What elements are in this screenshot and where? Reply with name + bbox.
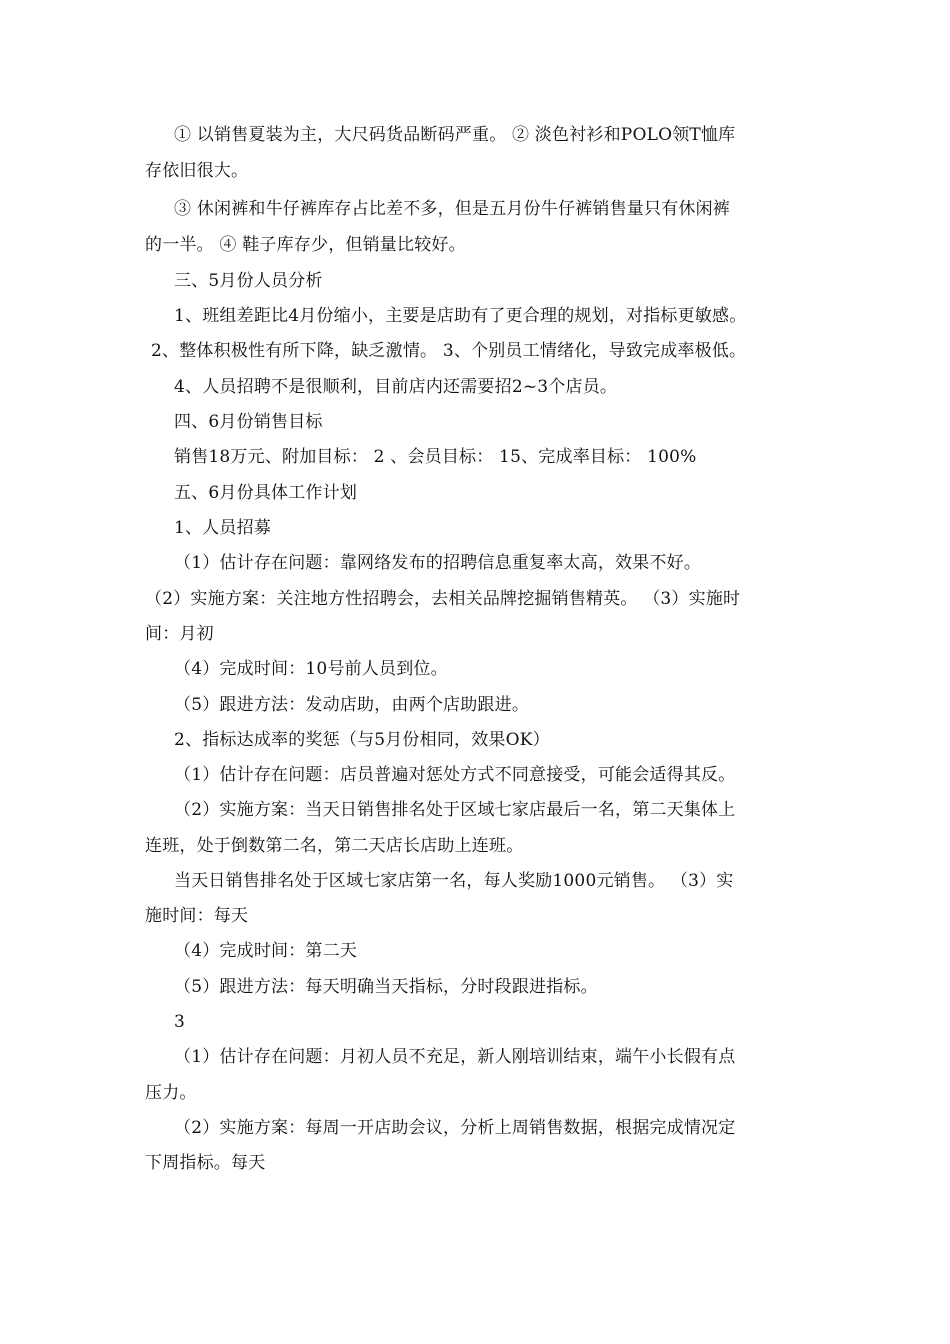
text-line: 存依旧很大。 xyxy=(145,161,249,181)
subsection-heading: 1、人员招募 xyxy=(174,518,272,538)
text-line: 4、人员招聘不是很顺利，目前店内还需要招2~3个店员。 xyxy=(174,377,618,397)
section-heading: 五、6月份具体工作计划 xyxy=(174,483,358,503)
text-line: （5）跟进方法：发动店助，由两个店助跟进。 xyxy=(174,695,530,715)
text-line: 当天日销售排名处于区域七家店第一名，每人奖励1000元销售。 （3）实 xyxy=(174,871,734,891)
text-line: （2）实施方案：当天日销售排名处于区域七家店最后一名，第二天集体上 xyxy=(174,800,736,820)
subsection-heading: 2、指标达成率的奖惩（与5月份相同，效果OK） xyxy=(174,730,550,750)
text-line: （2）实施方案：关注地方性招聘会，去相关品牌挖掘销售精英。 （3）实施时 xyxy=(145,589,741,609)
text-line: （5）跟进方法：每天明确当天指标，分时段跟进指标。 xyxy=(174,977,598,997)
text-line: ① 以销售夏装为主，大尺码货品断码严重。 ② 淡色衬衫和POLO领T恤库 xyxy=(174,125,736,145)
text-line: 下周指标。每天 xyxy=(145,1153,266,1173)
text-line: （1）估计存在问题：月初人员不充足，新人刚培训结束，端午小长假有点 xyxy=(174,1047,736,1067)
text-line: 的一半。 ④ 鞋子库存少，但销量比较好。 xyxy=(145,235,466,255)
text-line: （4）完成时间：10号前人员到位。 xyxy=(174,659,448,679)
text-line: 2、整体积极性有所下降，缺乏激情。 3、个别员工情绪化，导致完成率极低。 xyxy=(151,341,747,361)
text-line: 销售18万元、附加目标： 2 、会员目标： 15、完成率目标： 100% xyxy=(174,447,697,467)
text-line: 间：月初 xyxy=(145,624,214,644)
text-line: 压力。 xyxy=(145,1083,197,1103)
text-line: （1）估计存在问题：店员普遍对惩处方式不同意接受，可能会适得其反。 xyxy=(174,765,736,785)
text-line: 1、班组差距比4月份缩小，主要是店助有了更合理的规划，对指标更敏感。 xyxy=(174,306,747,326)
text-line: （4）完成时间：第二天 xyxy=(174,941,358,961)
subsection-heading: 3 xyxy=(174,1012,186,1032)
text-line: （2）实施方案：每周一开店助会议，分析上周销售数据，根据完成情况定 xyxy=(174,1118,736,1138)
text-line: 连班，处于倒数第二名，第二天店长店助上连班。 xyxy=(145,836,524,856)
section-heading: 三、5月份人员分析 xyxy=(174,271,323,291)
text-line: 施时间：每天 xyxy=(145,906,249,926)
section-heading: 四、6月份销售目标 xyxy=(174,412,323,432)
text-line: （1）估计存在问题：靠网络发布的招聘信息重复率太高，效果不好。 xyxy=(174,553,702,573)
text-line: ③ 休闲裤和牛仔裤库存占比差不多，但是五月份牛仔裤销售量只有休闲裤 xyxy=(174,199,731,219)
